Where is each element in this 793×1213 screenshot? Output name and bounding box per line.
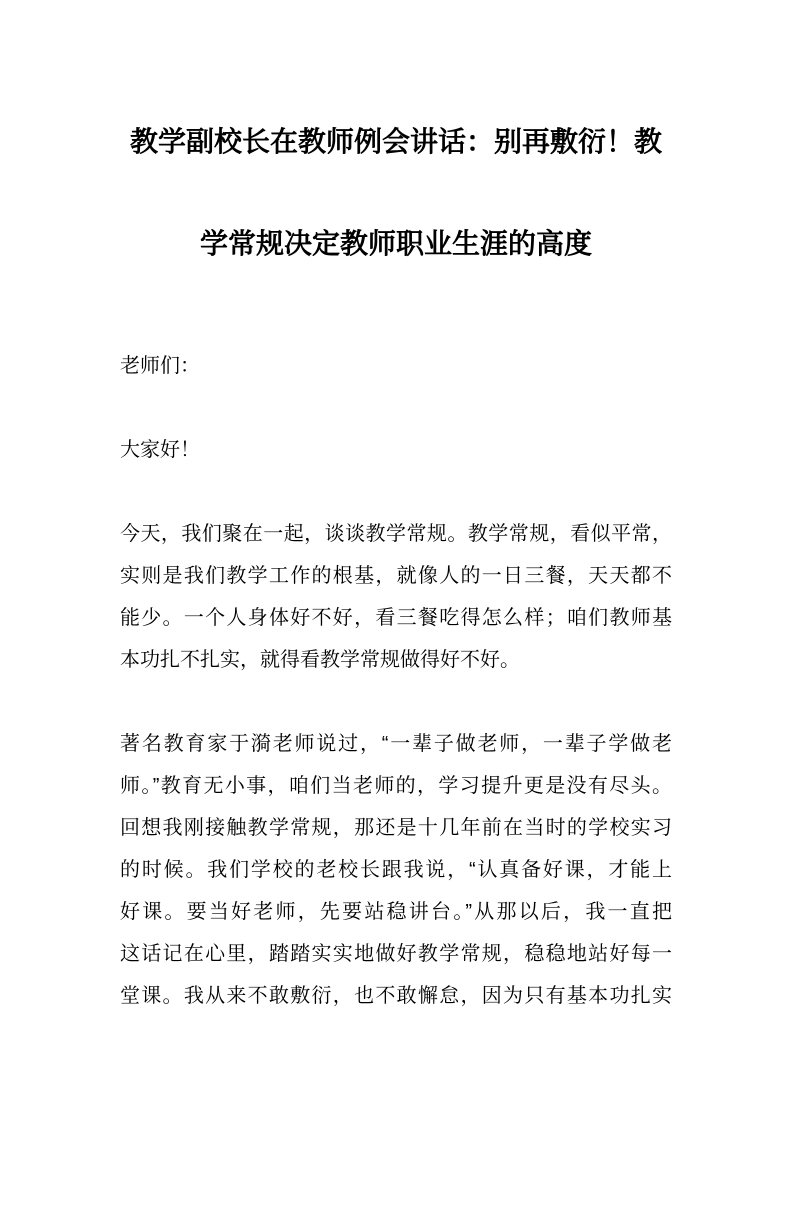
paragraph-1 bbox=[120, 513, 672, 681]
paragraph-1-line-4: 本功扎不扎实，就得看教学常规做得好不好。 bbox=[120, 649, 520, 671]
paragraph-2-line-3: 回想我刚接触教学常规，那还是十几年前在当时的学校实习 bbox=[120, 817, 672, 839]
document-title bbox=[120, 91, 672, 295]
greeting: 大家好！ bbox=[120, 439, 200, 461]
title-line-2: 学常规决定教师职业生涯的高度 bbox=[199, 228, 592, 259]
paragraph-1-line-1: 今天，我们聚在一起，谈谈教学常规。教学常规，看似平常， bbox=[120, 523, 672, 545]
salutation: 老师们： bbox=[120, 355, 200, 377]
paragraph-2-line-2: 师。”教育无小事，咱们当老师的，学习提升更是没有尽头。 bbox=[120, 775, 672, 797]
paragraph-2-line-5: 好课。要当好老师，先要站稳讲台。”从那以后，我一直把 bbox=[120, 901, 672, 923]
paragraph-1-line-2: 实则是我们教学工作的根基，就像人的一日三餐，天天都不 bbox=[120, 565, 672, 587]
paragraph-2-line-7: 堂课。我从来不敢敷衍，也不敢懈怠，因为只有基本功扎实 bbox=[120, 985, 672, 1007]
paragraph-1-line-3: 能少。一个人身体好不好，看三餐吃得怎么样；咱们教师基 bbox=[120, 607, 672, 629]
paragraph-2 bbox=[120, 723, 672, 1017]
document-content bbox=[0, 91, 793, 1017]
title-line-1: 教学副校长在教师例会讲话：别再敷衍！教 bbox=[129, 126, 662, 157]
document-page bbox=[0, 91, 793, 1213]
paragraph-2-line-4: 的时候。我们学校的老校长跟我说，“认真备好课，才能上 bbox=[120, 859, 672, 881]
paragraph-2-line-6: 这话记在心里，踏踏实实地做好教学常规，稳稳地站好每一 bbox=[120, 943, 672, 965]
paragraph-2-line-1: 著名教育家于漪老师说过，“一辈子做老师，一辈子学做老 bbox=[120, 733, 672, 755]
